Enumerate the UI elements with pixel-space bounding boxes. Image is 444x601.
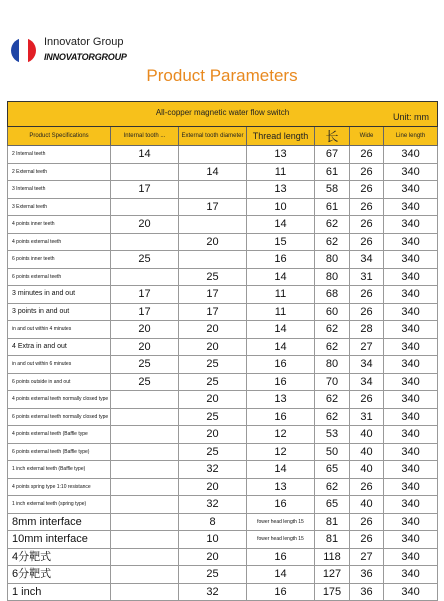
internal-tooth-cell: 17 bbox=[111, 303, 179, 321]
internal-tooth-cell: 17 bbox=[111, 286, 179, 304]
long-cell: 60 bbox=[315, 303, 350, 321]
wide-cell: 26 bbox=[350, 531, 384, 549]
long-cell: 62 bbox=[315, 391, 350, 409]
long-cell: 118 bbox=[315, 548, 350, 566]
wide-cell: 40 bbox=[350, 461, 384, 479]
line-length-cell: 340 bbox=[384, 233, 438, 251]
wide-cell: 40 bbox=[350, 443, 384, 461]
external-tooth-cell: 20 bbox=[179, 426, 247, 444]
thread-length-cell: 16 bbox=[247, 548, 315, 566]
thread-length-cell: 14 bbox=[247, 461, 315, 479]
wide-cell: 26 bbox=[350, 513, 384, 531]
spec-cell: 6 points outside in and out bbox=[8, 373, 111, 391]
thread-length-cell: 12 bbox=[247, 443, 315, 461]
line-length-cell: 340 bbox=[384, 198, 438, 216]
internal-tooth-cell bbox=[111, 478, 179, 496]
spec-cell: 4 Extra in and out bbox=[8, 338, 111, 356]
internal-tooth-cell bbox=[111, 391, 179, 409]
internal-tooth-cell bbox=[111, 531, 179, 549]
long-cell: 70 bbox=[315, 373, 350, 391]
internal-tooth-cell: 25 bbox=[111, 373, 179, 391]
thread-length-cell: 14 bbox=[247, 321, 315, 339]
product-parameters-table bbox=[7, 101, 438, 601]
table-row bbox=[8, 303, 438, 321]
long-cell: 62 bbox=[315, 338, 350, 356]
long-cell: 53 bbox=[315, 426, 350, 444]
external-tooth-cell bbox=[179, 181, 247, 199]
spec-cell: 6分靶式 bbox=[8, 566, 111, 584]
wide-cell: 40 bbox=[350, 496, 384, 514]
wide-cell: 26 bbox=[350, 163, 384, 181]
header-thread-length: Thread length bbox=[247, 127, 315, 146]
spec-cell: 6 points inner teeth bbox=[8, 251, 111, 269]
long-cell: 65 bbox=[315, 496, 350, 514]
thread-length-cell: 15 bbox=[247, 233, 315, 251]
spec-cell: 4 points external teeth bbox=[8, 233, 111, 251]
spec-cell: 3 Internal teeth bbox=[8, 181, 111, 199]
internal-tooth-cell bbox=[111, 513, 179, 531]
external-tooth-cell: 20 bbox=[179, 321, 247, 339]
table-row bbox=[8, 233, 438, 251]
table-banner-title: All-copper magnetic water flow switch bbox=[155, 108, 290, 117]
external-tooth-cell: 20 bbox=[179, 391, 247, 409]
spec-cell: in and out within 6 minutes bbox=[8, 356, 111, 374]
line-length-cell: 340 bbox=[384, 426, 438, 444]
spec-cell: 4分靶式 bbox=[8, 548, 111, 566]
external-tooth-cell bbox=[179, 146, 247, 164]
line-length-cell: 340 bbox=[384, 583, 438, 601]
table-row bbox=[8, 513, 438, 531]
external-tooth-cell bbox=[179, 216, 247, 234]
external-tooth-cell: 17 bbox=[179, 198, 247, 216]
wide-cell: 26 bbox=[350, 303, 384, 321]
wide-cell: 26 bbox=[350, 181, 384, 199]
flag-stripe-red bbox=[28, 38, 36, 63]
thread-length-cell: 11 bbox=[247, 286, 315, 304]
thread-length-cell: fower head length 15 bbox=[247, 513, 315, 531]
thread-length-cell: 13 bbox=[247, 478, 315, 496]
wide-cell: 31 bbox=[350, 268, 384, 286]
spec-cell: 6 points external teeth bbox=[8, 268, 111, 286]
line-length-cell: 340 bbox=[384, 391, 438, 409]
external-tooth-cell: 8 bbox=[179, 513, 247, 531]
internal-tooth-cell: 20 bbox=[111, 216, 179, 234]
table-row bbox=[8, 548, 438, 566]
wide-cell: 26 bbox=[350, 478, 384, 496]
internal-tooth-cell bbox=[111, 461, 179, 479]
long-cell: 65 bbox=[315, 461, 350, 479]
spec-cell: 1 inch external teeth (Baffle type) bbox=[8, 461, 111, 479]
header-wide: Wide bbox=[350, 127, 384, 146]
long-cell: 81 bbox=[315, 513, 350, 531]
wide-cell: 26 bbox=[350, 146, 384, 164]
brand-name: Innovator Group bbox=[44, 36, 124, 48]
long-cell: 61 bbox=[315, 163, 350, 181]
table-row bbox=[8, 146, 438, 164]
external-tooth-cell: 25 bbox=[179, 356, 247, 374]
table-body bbox=[8, 146, 438, 601]
thread-length-cell: 12 bbox=[247, 426, 315, 444]
line-length-cell: 340 bbox=[384, 548, 438, 566]
external-tooth-cell: 20 bbox=[179, 233, 247, 251]
wide-cell: 28 bbox=[350, 321, 384, 339]
line-length-cell: 340 bbox=[384, 268, 438, 286]
spec-cell: 8mm interface bbox=[8, 513, 111, 531]
table-row bbox=[8, 251, 438, 269]
wide-cell: 26 bbox=[350, 216, 384, 234]
line-length-cell: 340 bbox=[384, 443, 438, 461]
thread-length-cell: 16 bbox=[247, 251, 315, 269]
internal-tooth-cell: 25 bbox=[111, 251, 179, 269]
wide-cell: 36 bbox=[350, 566, 384, 584]
line-length-cell: 340 bbox=[384, 461, 438, 479]
line-length-cell: 340 bbox=[384, 496, 438, 514]
internal-tooth-cell: 25 bbox=[111, 356, 179, 374]
thread-length-cell: 14 bbox=[247, 566, 315, 584]
table-row bbox=[8, 356, 438, 374]
external-tooth-cell: 14 bbox=[179, 163, 247, 181]
header-specifications: Product Specifications bbox=[8, 127, 111, 146]
page-title: Product Parameters bbox=[146, 66, 298, 85]
wide-cell: 40 bbox=[350, 426, 384, 444]
table-row bbox=[8, 461, 438, 479]
internal-tooth-cell bbox=[111, 566, 179, 584]
table-banner bbox=[8, 102, 438, 127]
table-row bbox=[8, 321, 438, 339]
external-tooth-cell: 17 bbox=[179, 286, 247, 304]
line-length-cell: 340 bbox=[384, 303, 438, 321]
external-tooth-cell bbox=[179, 251, 247, 269]
internal-tooth-cell bbox=[111, 496, 179, 514]
header-line-length: Line length bbox=[384, 127, 438, 146]
external-tooth-cell: 32 bbox=[179, 583, 247, 601]
long-cell: 61 bbox=[315, 198, 350, 216]
long-cell: 62 bbox=[315, 216, 350, 234]
spec-cell: 1 inch external teeth (spring type) bbox=[8, 496, 111, 514]
table-row bbox=[8, 426, 438, 444]
table-row bbox=[8, 338, 438, 356]
table-row bbox=[8, 163, 438, 181]
line-length-cell: 340 bbox=[384, 146, 438, 164]
wide-cell: 26 bbox=[350, 286, 384, 304]
long-cell: 62 bbox=[315, 321, 350, 339]
internal-tooth-cell bbox=[111, 408, 179, 426]
long-cell: 81 bbox=[315, 531, 350, 549]
external-tooth-cell: 25 bbox=[179, 268, 247, 286]
wide-cell: 26 bbox=[350, 198, 384, 216]
long-cell: 80 bbox=[315, 356, 350, 374]
long-cell: 62 bbox=[315, 408, 350, 426]
table-row bbox=[8, 496, 438, 514]
thread-length-cell: 16 bbox=[247, 583, 315, 601]
line-length-cell: 340 bbox=[384, 531, 438, 549]
wide-cell: 34 bbox=[350, 373, 384, 391]
table-header-row bbox=[8, 127, 438, 146]
external-tooth-cell: 25 bbox=[179, 408, 247, 426]
long-cell: 127 bbox=[315, 566, 350, 584]
wide-cell: 34 bbox=[350, 251, 384, 269]
thread-length-cell: 14 bbox=[247, 338, 315, 356]
spec-cell: 4 points spring type 1:10 resistance bbox=[8, 478, 111, 496]
internal-tooth-cell bbox=[111, 426, 179, 444]
table-row bbox=[8, 198, 438, 216]
page-header bbox=[0, 0, 444, 100]
wide-cell: 26 bbox=[350, 391, 384, 409]
spec-cell: 3 minutes in and out bbox=[8, 286, 111, 304]
thread-length-cell: 16 bbox=[247, 356, 315, 374]
table-row bbox=[8, 373, 438, 391]
table-row bbox=[8, 181, 438, 199]
internal-tooth-cell bbox=[111, 163, 179, 181]
long-cell: 175 bbox=[315, 583, 350, 601]
spec-cell: 3 External teeth bbox=[8, 198, 111, 216]
external-tooth-cell: 32 bbox=[179, 496, 247, 514]
thread-length-cell: 16 bbox=[247, 373, 315, 391]
external-tooth-cell: 10 bbox=[179, 531, 247, 549]
header-external-tooth: External tooth diameter bbox=[179, 127, 247, 146]
table-row bbox=[8, 443, 438, 461]
spec-cell: 2 External teeth bbox=[8, 163, 111, 181]
table-banner-row bbox=[8, 102, 438, 127]
internal-tooth-cell bbox=[111, 548, 179, 566]
wide-cell: 26 bbox=[350, 233, 384, 251]
internal-tooth-cell: 17 bbox=[111, 181, 179, 199]
thread-length-cell: 13 bbox=[247, 181, 315, 199]
product-parameters-table-wrapper bbox=[7, 101, 437, 601]
table-row bbox=[8, 286, 438, 304]
internal-tooth-cell bbox=[111, 198, 179, 216]
line-length-cell: 340 bbox=[384, 356, 438, 374]
internal-tooth-cell: 14 bbox=[111, 146, 179, 164]
long-cell: 80 bbox=[315, 268, 350, 286]
long-cell: 62 bbox=[315, 478, 350, 496]
long-cell: 68 bbox=[315, 286, 350, 304]
internal-tooth-cell: 20 bbox=[111, 321, 179, 339]
internal-tooth-cell bbox=[111, 268, 179, 286]
table-row bbox=[8, 408, 438, 426]
external-tooth-cell: 17 bbox=[179, 303, 247, 321]
long-cell: 50 bbox=[315, 443, 350, 461]
thread-length-cell: 14 bbox=[247, 216, 315, 234]
internal-tooth-cell bbox=[111, 233, 179, 251]
line-length-cell: 340 bbox=[384, 163, 438, 181]
thread-length-cell: 11 bbox=[247, 163, 315, 181]
flag-stripe-blue bbox=[11, 38, 19, 63]
spec-cell: 1 inch bbox=[8, 583, 111, 601]
long-cell: 67 bbox=[315, 146, 350, 164]
line-length-cell: 340 bbox=[384, 321, 438, 339]
line-length-cell: 340 bbox=[384, 181, 438, 199]
external-tooth-cell: 25 bbox=[179, 443, 247, 461]
line-length-cell: 340 bbox=[384, 216, 438, 234]
long-cell: 58 bbox=[315, 181, 350, 199]
table-row bbox=[8, 566, 438, 584]
external-tooth-cell: 25 bbox=[179, 566, 247, 584]
spec-cell: 3 points in and out bbox=[8, 303, 111, 321]
line-length-cell: 340 bbox=[384, 408, 438, 426]
line-length-cell: 340 bbox=[384, 478, 438, 496]
spec-cell: 4 points external teeth (Baffle type bbox=[8, 426, 111, 444]
thread-length-cell: 13 bbox=[247, 391, 315, 409]
long-cell: 62 bbox=[315, 233, 350, 251]
brand-name-italic: INNOVATORGROUP bbox=[44, 52, 127, 62]
wide-cell: 27 bbox=[350, 548, 384, 566]
wide-cell: 27 bbox=[350, 338, 384, 356]
spec-cell: in and out within 4 minutes bbox=[8, 321, 111, 339]
table-row bbox=[8, 531, 438, 549]
line-length-cell: 340 bbox=[384, 338, 438, 356]
external-tooth-cell: 32 bbox=[179, 461, 247, 479]
line-length-cell: 340 bbox=[384, 286, 438, 304]
external-tooth-cell: 20 bbox=[179, 548, 247, 566]
line-length-cell: 340 bbox=[384, 513, 438, 531]
table-row bbox=[8, 216, 438, 234]
wide-cell: 36 bbox=[350, 583, 384, 601]
wide-cell: 34 bbox=[350, 356, 384, 374]
thread-length-cell: 16 bbox=[247, 496, 315, 514]
spec-cell: 4 points inner teeth bbox=[8, 216, 111, 234]
external-tooth-cell: 20 bbox=[179, 338, 247, 356]
line-length-cell: 340 bbox=[384, 251, 438, 269]
spec-cell: 2 Internal teeth bbox=[8, 146, 111, 164]
line-length-cell: 340 bbox=[384, 373, 438, 391]
flag-stripe-white bbox=[19, 38, 27, 63]
thread-length-cell: 14 bbox=[247, 268, 315, 286]
external-tooth-cell: 20 bbox=[179, 478, 247, 496]
internal-tooth-cell bbox=[111, 443, 179, 461]
spec-cell: 6 points external teeth (Baffle type) bbox=[8, 443, 111, 461]
spec-cell: 6 points external teeth normally closed type bbox=[8, 408, 111, 426]
table-row bbox=[8, 478, 438, 496]
wide-cell: 31 bbox=[350, 408, 384, 426]
thread-length-cell: 10 bbox=[247, 198, 315, 216]
thread-length-cell: 16 bbox=[247, 408, 315, 426]
table-row bbox=[8, 268, 438, 286]
france-flag-icon bbox=[11, 38, 36, 63]
line-length-cell: 340 bbox=[384, 566, 438, 584]
thread-length-cell: 13 bbox=[247, 146, 315, 164]
spec-cell: 10mm interface bbox=[8, 531, 111, 549]
unit-label: Unit: mm bbox=[393, 112, 430, 122]
header-internal-tooth: Internal tooth ... bbox=[111, 127, 179, 146]
thread-length-cell: 11 bbox=[247, 303, 315, 321]
header-long: 长 bbox=[315, 127, 350, 146]
thread-length-cell: fower head length 15 bbox=[247, 531, 315, 549]
spec-cell: 4 points external teeth normally closed type bbox=[8, 391, 111, 409]
long-cell: 80 bbox=[315, 251, 350, 269]
table-row bbox=[8, 391, 438, 409]
external-tooth-cell: 25 bbox=[179, 373, 247, 391]
internal-tooth-cell: 20 bbox=[111, 338, 179, 356]
